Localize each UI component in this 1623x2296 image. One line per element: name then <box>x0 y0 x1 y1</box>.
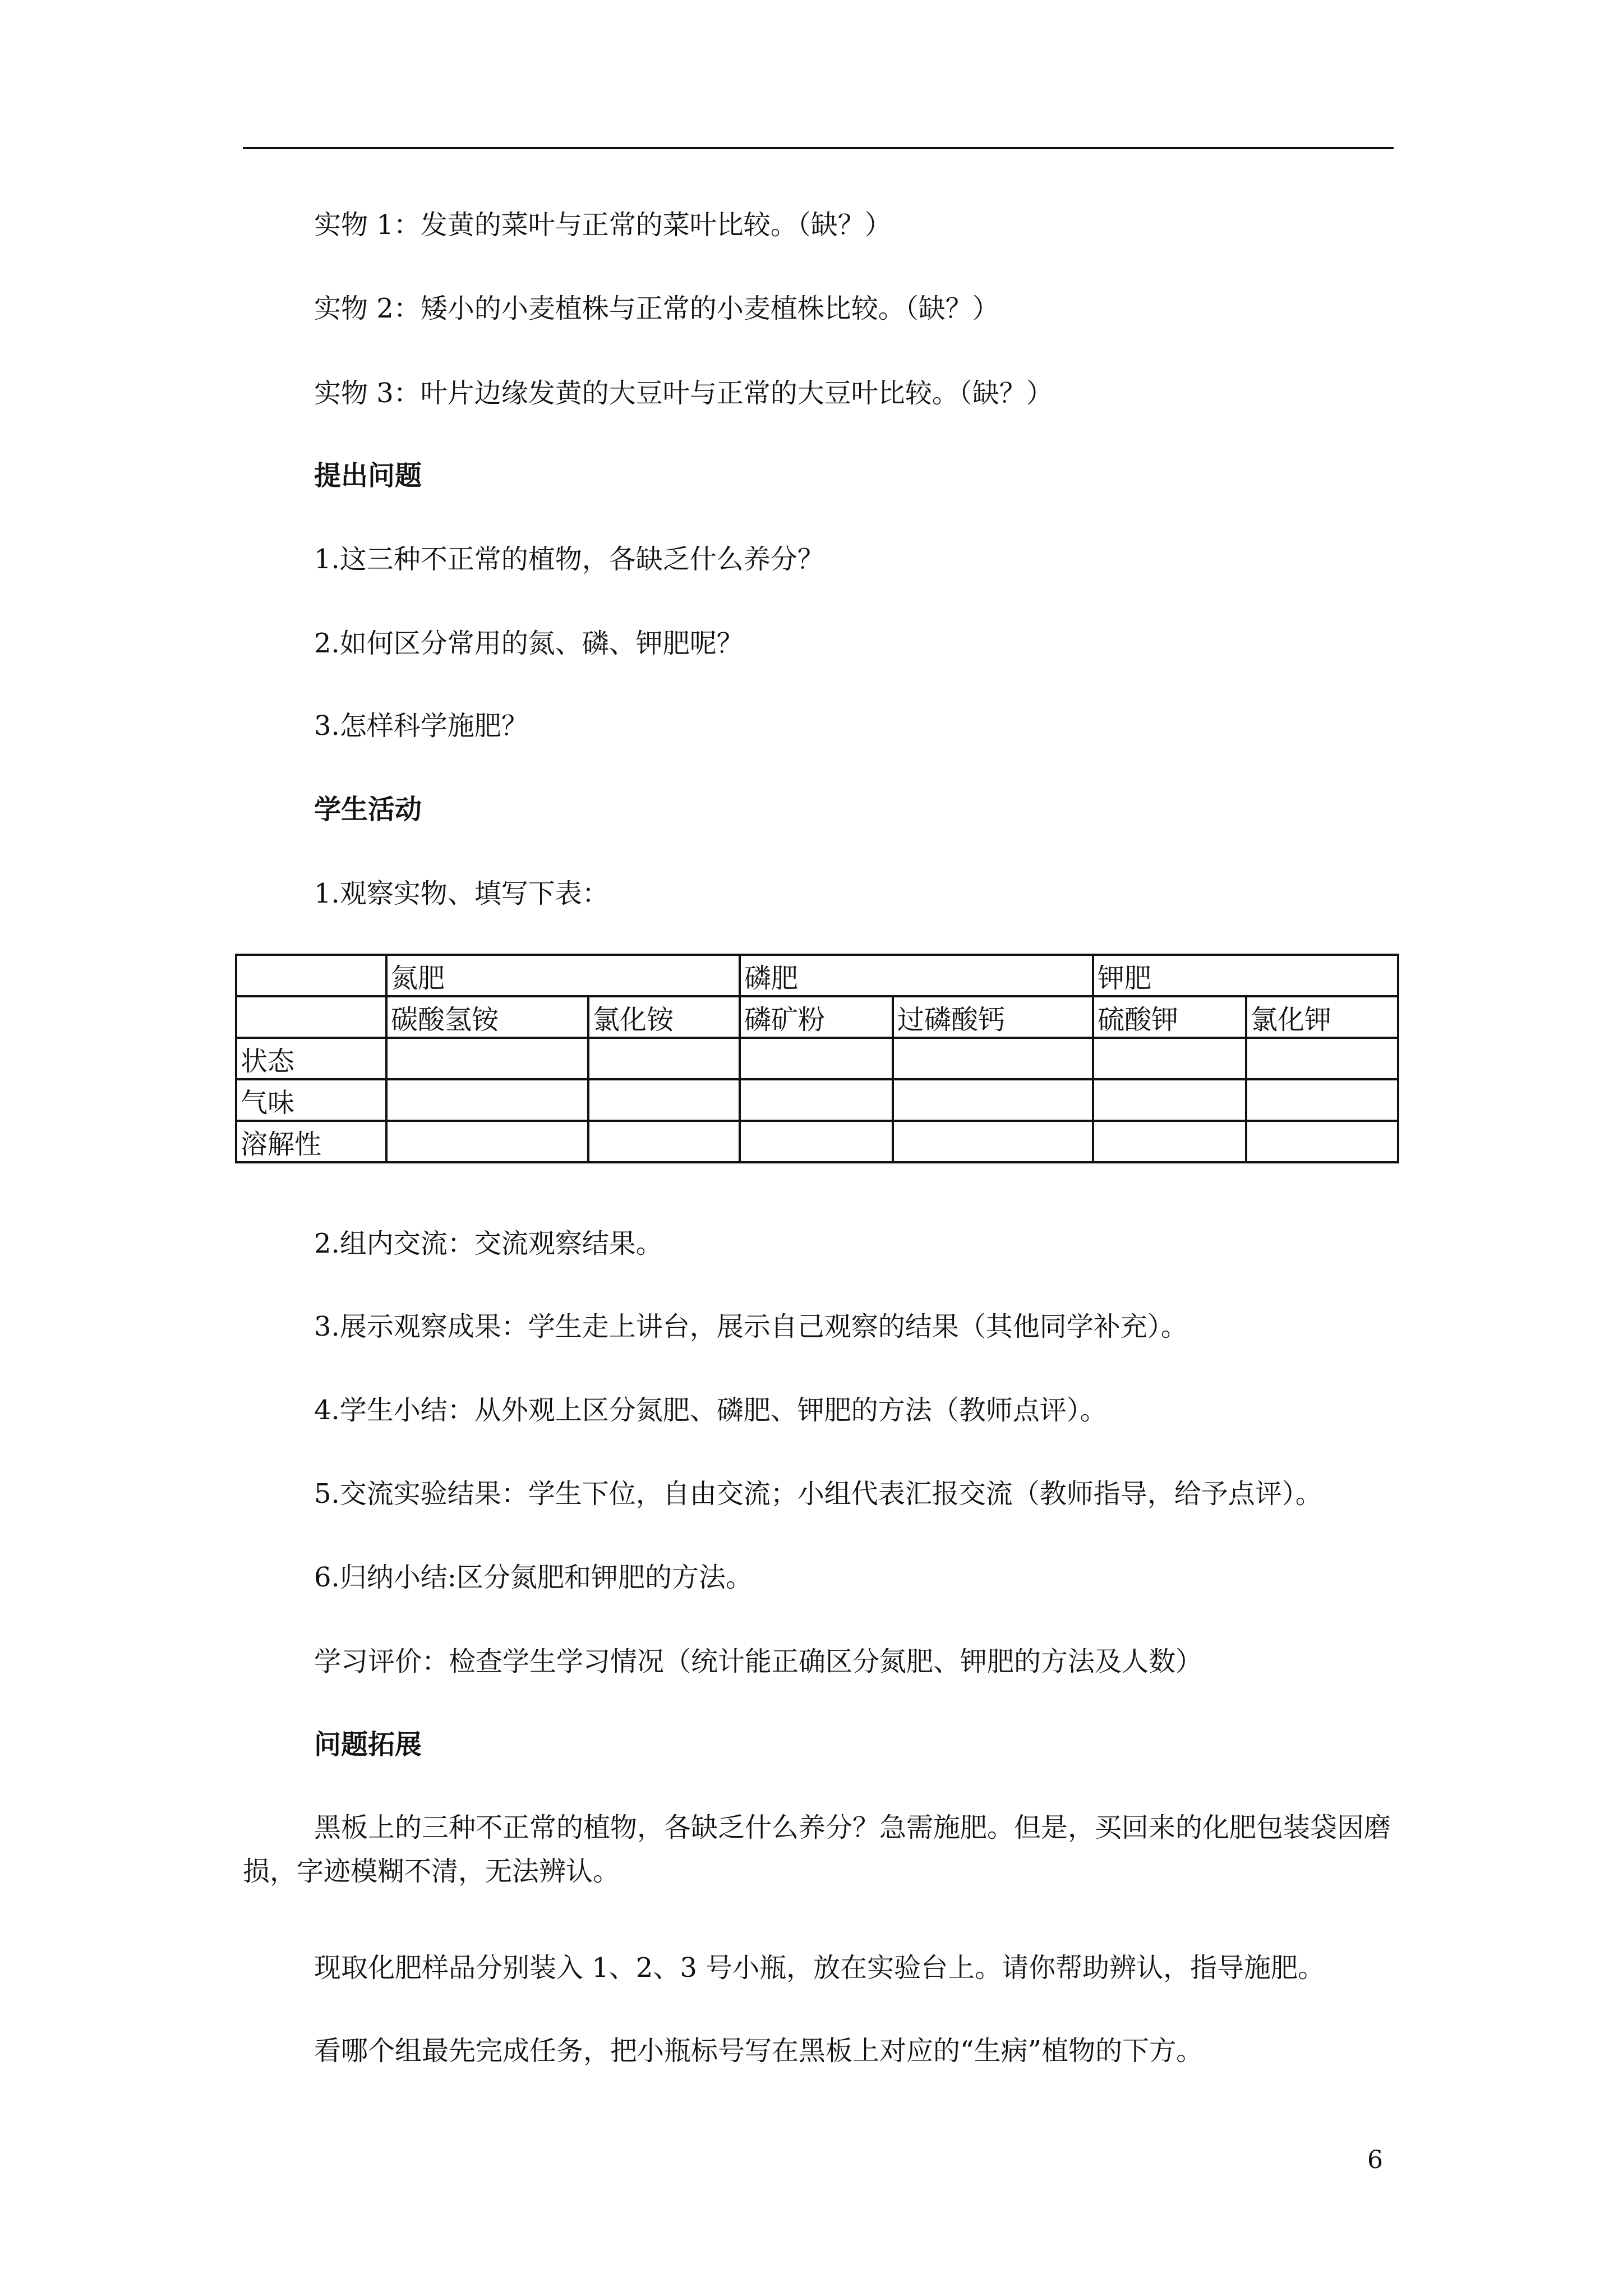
activity-item: 6.归纳小结:区分氮肥和钾肥的方法。 <box>314 1562 753 1593</box>
table-row-label: 状态 <box>236 1038 386 1079</box>
intro-item: 实物 3：叶片边缘发黄的大豆叶与正常的大豆叶比较。（缺？） <box>314 378 1053 409</box>
table-row <box>236 1038 1398 1079</box>
table-subheader: 碳酸氢铵 <box>386 996 588 1038</box>
extension-item: 现取化肥样品分别装入 1、2、3 号小瓶，放在实验台上。请你帮助辨认，指导施肥。 <box>314 1952 1325 1984</box>
section-heading-questions: 提出问题 <box>314 460 422 491</box>
table-cell <box>740 1121 893 1162</box>
table-row-label: 溶解性 <box>236 1121 386 1162</box>
table-cell <box>588 1121 740 1162</box>
table-cell <box>1246 1079 1398 1121</box>
table-group-header: 钾肥 <box>1093 955 1398 996</box>
page-number: 6 <box>1367 2146 1383 2174</box>
table-cell <box>1246 1038 1398 1079</box>
intro-item: 实物 2：矮小的小麦植株与正常的小麦植株比较。（缺？） <box>314 293 999 324</box>
question-item: 2.如何区分常用的氮、磷、钾肥呢？ <box>314 628 744 659</box>
table-cell <box>236 955 386 996</box>
activity-item: 5.交流实验结果：学生下位，自由交流；小组代表汇报交流（教师指导，给予点评）。 <box>314 1478 1322 1510</box>
table-subheader: 氯化铵 <box>588 996 740 1038</box>
section-heading-extension: 问题拓展 <box>314 1729 422 1760</box>
table-cell <box>236 996 386 1038</box>
activity-item: 3.展示观察成果：学生走上讲台，展示自己观察的结果（其他同学补充）。 <box>314 1311 1188 1342</box>
section-heading-activity: 学生活动 <box>314 794 422 825</box>
table-subheader: 磷矿粉 <box>740 996 893 1038</box>
table-row <box>236 1121 1398 1162</box>
table-row <box>236 955 1398 996</box>
table-row <box>236 996 1398 1038</box>
table-cell <box>386 1121 588 1162</box>
table-cell <box>1093 1121 1246 1162</box>
table-row-label: 气味 <box>236 1079 386 1121</box>
table-subheader: 氯化钾 <box>1246 996 1398 1038</box>
table-cell <box>893 1079 1093 1121</box>
table-cell <box>893 1121 1093 1162</box>
table-cell <box>740 1038 893 1079</box>
table-subheader: 过磷酸钙 <box>893 996 1093 1038</box>
activity-item: 4.学生小结：从外观上区分氮肥、磷肥、钾肥的方法（教师点评）。 <box>314 1395 1107 1426</box>
table-cell <box>386 1079 588 1121</box>
table-cell <box>588 1038 740 1079</box>
table-subheader: 硫酸钾 <box>1093 996 1246 1038</box>
table-cell <box>1093 1079 1246 1121</box>
header-rule <box>243 147 1394 149</box>
evaluation-line: 学习评价：检查学生学习情况（统计能正确区分氮肥、钾肥的方法及人数） <box>314 1646 1203 1677</box>
table-group-header: 磷肥 <box>740 955 1093 996</box>
question-item: 3.怎样科学施肥？ <box>314 710 528 742</box>
question-item: 1.这三种不正常的植物，各缺乏什么养分？ <box>314 544 824 575</box>
activity-item: 2.组内交流：交流观察结果。 <box>314 1228 663 1259</box>
extension-item: 看哪个组最先完成任务，把小瓶标号写在黑板上对应的“生病”植物的下方。 <box>314 2035 1204 2067</box>
table-group-header: 氮肥 <box>386 955 740 996</box>
table-cell <box>740 1079 893 1121</box>
extension-paragraph: 黑板上的三种不正常的植物，各缺乏什么养分？急需施肥。但是，买回来的化肥包装袋因磨损，字迹模糊不清，无法辨认。 <box>243 1812 1391 1887</box>
observation-table <box>235 954 1399 1163</box>
table-cell <box>893 1038 1093 1079</box>
activity-intro: 1.观察实物、填写下表： <box>314 878 609 909</box>
table-cell <box>588 1079 740 1121</box>
table-cell <box>1093 1038 1246 1079</box>
table-cell <box>386 1038 588 1079</box>
table-cell <box>1246 1121 1398 1162</box>
table-row <box>236 1079 1398 1121</box>
intro-item: 实物 1：发黄的菜叶与正常的菜叶比较。（缺？） <box>314 209 892 241</box>
